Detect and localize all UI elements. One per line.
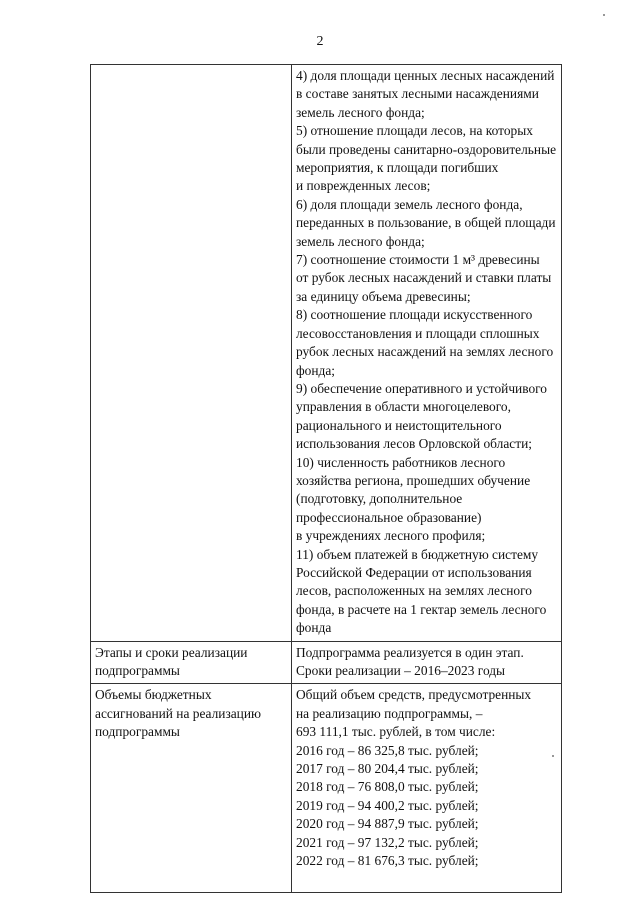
text-line: лесов, расположенных на землях лесного	[296, 583, 532, 599]
indicator-item-4	[296, 67, 557, 122]
text-line: ассигнований на реализацию	[95, 705, 262, 721]
text-line: в учреждениях лесного профиля;	[296, 528, 486, 544]
text-line: 7) соотношение стоимости 1 м³ древесины	[296, 252, 540, 268]
text-line: за единицу объема древесины;	[296, 288, 471, 304]
text-line: (подготовку, дополнительное	[296, 491, 463, 507]
text-line: профессиональное образование)	[296, 509, 482, 525]
text-line: от рубок лесных насаждений и ставки платы	[296, 270, 552, 286]
text-line: фонда	[296, 620, 332, 636]
text-line: Этапы и сроки реализации	[95, 644, 248, 660]
stages-label-cell	[91, 641, 292, 684]
indicator-item-5	[296, 122, 557, 196]
indicators-value-cell	[292, 65, 562, 642]
table-row-indicators	[91, 65, 562, 642]
text-line: были проведены санитарно-оздоровительные	[296, 141, 557, 157]
text-line: 10) численность работников лесного	[296, 454, 506, 470]
indicator-item-8	[296, 306, 557, 380]
indicator-item-9	[296, 380, 557, 454]
text-line: подпрограммы	[95, 663, 180, 678]
text-line: подпрограммы	[95, 724, 180, 740]
text-line: на реализацию подпрограммы, –	[296, 705, 483, 721]
text-line: управления в области многоцелевого,	[296, 399, 511, 415]
indicator-item-6	[296, 196, 557, 251]
funding-year-line: 2020 год – 94 887,9 тыс. рублей;	[296, 816, 479, 832]
funding-year-line: 2016 год – 86 325,8 тыс. рублей;	[296, 742, 479, 758]
text-line: хозяйства региона, прошедших обучение	[296, 472, 531, 488]
funding-year-line: 2022 год – 81 676,3 тыс. рублей;	[296, 853, 479, 869]
indicators-label-cell	[91, 65, 292, 642]
text-line: в составе занятых лесными насаждениями	[296, 86, 539, 102]
text-line: рационального и неистощительного	[296, 417, 502, 433]
scan-speck	[603, 14, 605, 16]
text-line: Подпрограмма реализуется в один этап.	[296, 644, 524, 660]
text-line: Российской Федерации от использования	[296, 564, 532, 580]
text-line: фонда;	[296, 362, 336, 378]
text-line: земель лесного фонда;	[296, 233, 425, 249]
text-line: фонда, в расчете на 1 гектар земель лесного	[296, 601, 547, 617]
text-line: 4) доля площади ценных лесных насаждений	[296, 68, 555, 83]
text-line: 8) соотношение площади искусственного	[296, 307, 533, 323]
funding-year-line: 2021 год – 97 132,2 тыс. рублей;	[296, 834, 479, 850]
page-number: 2	[316, 34, 324, 49]
funding-year-line: 2019 год – 94 400,2 тыс. рублей;	[296, 797, 479, 813]
text-line: мероприятия, к площади погибших	[296, 160, 499, 176]
funding-value-cell	[292, 684, 562, 893]
text-line: земель лесного фонда;	[296, 104, 425, 120]
subprogram-passport-table	[90, 64, 562, 893]
text-line: лесовосстановления и площади сплошных	[296, 325, 540, 341]
indicator-item-7	[296, 251, 557, 306]
funding-year-line: 2018 год – 76 808,0 тыс. рублей;	[296, 779, 479, 795]
text-line: 693 111,1 тыс. рублей, в том числе:	[296, 724, 496, 740]
text-line: 9) обеспечение оперативного и устойчивого	[296, 380, 548, 396]
text-line: 5) отношение площади лесов, на которых	[296, 123, 533, 139]
text-line: Общий объем средств, предусмотренных	[296, 687, 532, 703]
funding-label-cell	[91, 684, 292, 893]
text-line: рубок лесных насаждений на землях лесного	[296, 344, 554, 360]
indicator-item-11	[296, 546, 557, 638]
table-row-funding	[91, 684, 562, 893]
table-row-stages	[91, 641, 562, 684]
funding-year-line: 2017 год – 80 204,4 тыс. рублей;	[296, 761, 479, 777]
text-line: Сроки реализации – 2016–2023 годы	[296, 663, 506, 678]
indicator-item-10	[296, 454, 557, 546]
text-line: Объемы бюджетных	[95, 687, 212, 703]
text-line: 6) доля площади земель лесного фонда,	[296, 196, 523, 212]
stages-value-cell	[292, 641, 562, 684]
text-line: переданных в пользование, в общей площади	[296, 215, 556, 231]
text-line: использования лесов Орловской области;	[296, 436, 532, 452]
text-line: и поврежденных лесов;	[296, 178, 431, 194]
text-line: 11) объем платежей в бюджетную систему	[296, 546, 539, 562]
